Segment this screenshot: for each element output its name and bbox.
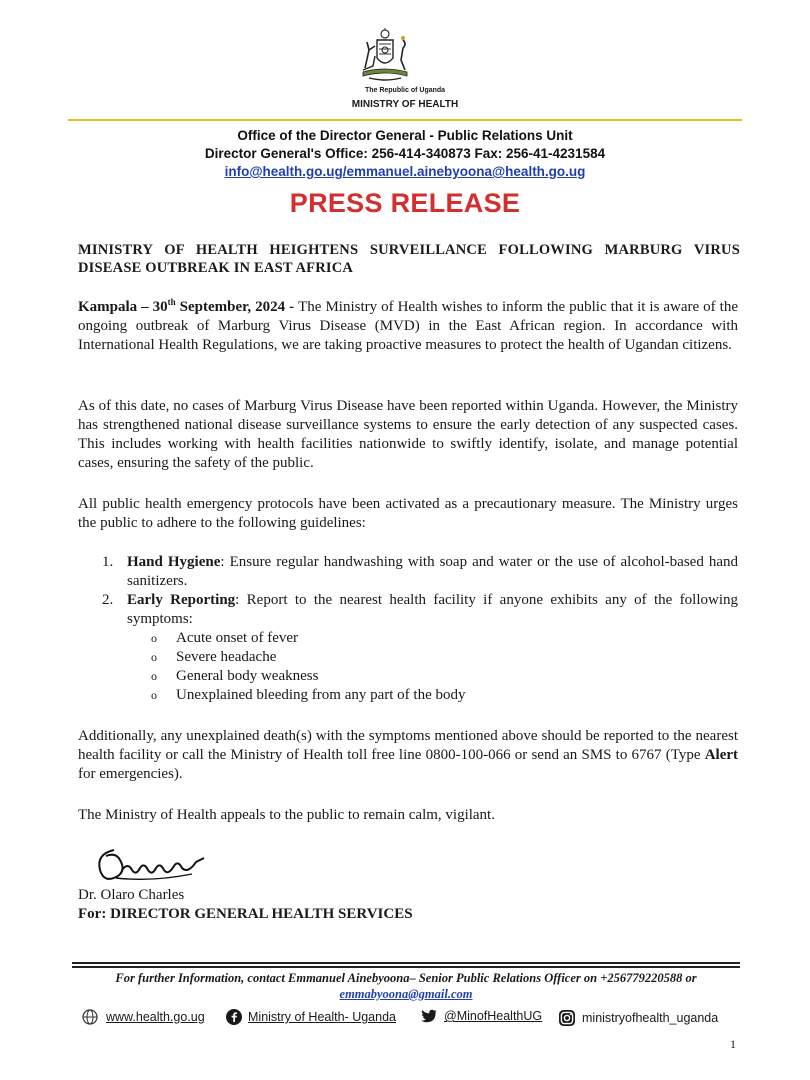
website-link[interactable]: www.health.go.ug	[106, 1010, 205, 1024]
headline: MINISTRY OF HEALTH HEIGHTENS SURVEILLANCE FOLLOWING MARBURG VIRUS DISEASE OUTBREAK IN EAST AFRICA	[78, 242, 740, 276]
contact-text: For further Information, contact Emmanuel Ainebyoona– Senior Public Relations Officer on +256779220588 or	[115, 971, 697, 985]
paragraph-4	[78, 727, 738, 784]
dateline	[78, 299, 298, 315]
paragraph-1-text: The Ministry of Health wishes to inform the public that it is aware of the ongoing outbreak of Marburg Virus Disease (MVD) in the East African region. In accordance with International Health Regulations, we are taking proactive measures to protect the health of Ugandan citizens.	[78, 299, 738, 353]
bullet-icon: o	[151, 669, 157, 683]
symptom-text: General body weakness	[176, 668, 319, 684]
signer-name: Dr. Olaro Charles	[78, 887, 185, 903]
website-item[interactable]	[80, 1009, 205, 1025]
signer-block	[78, 886, 413, 924]
phone-line: Director General's Office: 256-414-340873 Fax: 256-41-4231584	[204, 146, 606, 161]
paragraph-2: As of this date, no cases of Marburg Virus Disease have been reported within Uganda. However, the Ministry has strengthened national disease surveillance systems to ensure the early detection of any suspected cases. This includes working with health facilities nationwide to swiftly identify, isolate, and manage potential cases, ensuring the safety of the public.	[78, 398, 738, 471]
paragraph-1	[78, 298, 738, 355]
symptom-item	[127, 648, 738, 667]
list-number: 2.	[102, 592, 114, 608]
symptom-item	[127, 629, 738, 648]
list-item-text: : Report to the nearest health facility if anyone exhibits any of the following symptoms:	[127, 592, 738, 627]
symptom-text: Acute onset of fever	[176, 630, 299, 646]
contact-info	[72, 970, 740, 1002]
list-item	[78, 553, 738, 591]
footer-divider-top	[72, 962, 740, 964]
paragraph-4-text-a: Additionally, any unexplained death(s) with the symptoms mentioned above should be reported to the nearest health facility or call the Ministry of Health toll free line 0800-100-066 or send an SMS to 6767 (Type	[78, 728, 738, 763]
twitter-item[interactable]	[420, 1009, 542, 1023]
twitter-icon	[420, 1009, 438, 1023]
globe-icon	[80, 1009, 100, 1025]
symptom-text: Severe headache	[176, 649, 277, 665]
symptom-text: Unexplained bleeding from any part of the body	[176, 687, 466, 703]
instagram-icon	[558, 1009, 576, 1027]
guidelines-list	[78, 553, 738, 705]
symptom-item	[127, 667, 738, 686]
paragraph-5: The Ministry of Health appeals to the public to remain calm, vigilant.	[78, 807, 495, 823]
list-number: 1.	[102, 554, 114, 570]
alert-keyword: Alert	[704, 747, 738, 763]
list-item	[78, 591, 738, 705]
header-divider	[68, 119, 742, 121]
list-item-text: : Ensure regular handwashing with soap and water or the use of alcohol-based hand sanitizers.	[127, 554, 738, 589]
instagram-item[interactable]	[558, 1009, 718, 1027]
bullet-icon: o	[151, 688, 157, 702]
twitter-link[interactable]: @MinofHealthUG	[444, 1009, 543, 1023]
paragraph-3: All public health emergency protocols have been activated as a precautionary measure. The Ministry urges the public to adhere to the following guidelines:	[78, 496, 738, 531]
signer-title: For: DIRECTOR GENERAL HEALTH SERVICES	[78, 906, 413, 922]
contact-email-link[interactable]: emmabyoona@gmail.com	[339, 987, 473, 1001]
list-item-title: Hand Hygiene	[127, 554, 221, 570]
symptom-item	[127, 686, 738, 705]
office-line: Office of the Director General - Public Relations Unit	[237, 128, 573, 143]
paragraph-4-text-b: for emergencies).	[78, 766, 183, 782]
facebook-item[interactable]	[226, 1009, 396, 1025]
instagram-handle: ministryofhealth_uganda	[582, 1011, 719, 1025]
bullet-icon: o	[151, 631, 157, 645]
page-number: 1	[730, 1037, 736, 1051]
republic-label: The Republic of Uganda	[364, 87, 446, 94]
social-links	[80, 1005, 740, 1029]
office-block	[0, 127, 810, 181]
symptoms-list	[127, 629, 738, 705]
dateline-place: Kampala – 30	[78, 299, 168, 315]
press-release-title: PRESS RELEASE	[289, 188, 521, 218]
facebook-link[interactable]: Ministry of Health- Uganda	[248, 1010, 396, 1024]
list-item-title: Early Reporting	[127, 592, 236, 608]
footer-divider-bottom	[72, 966, 740, 968]
ministry-label: MINISTRY OF HEALTH	[351, 99, 459, 110]
facebook-icon	[226, 1009, 242, 1025]
uganda-coat-of-arms-icon	[355, 28, 415, 84]
signature-image	[92, 840, 222, 888]
dateline-rest: September, 2024 -	[175, 299, 299, 315]
office-email-link[interactable]: info@health.go.ug/emmanuel.ainebyoona@health.go.ug	[224, 164, 586, 179]
dateline-sup: th	[167, 297, 176, 307]
bullet-icon: o	[151, 650, 157, 664]
